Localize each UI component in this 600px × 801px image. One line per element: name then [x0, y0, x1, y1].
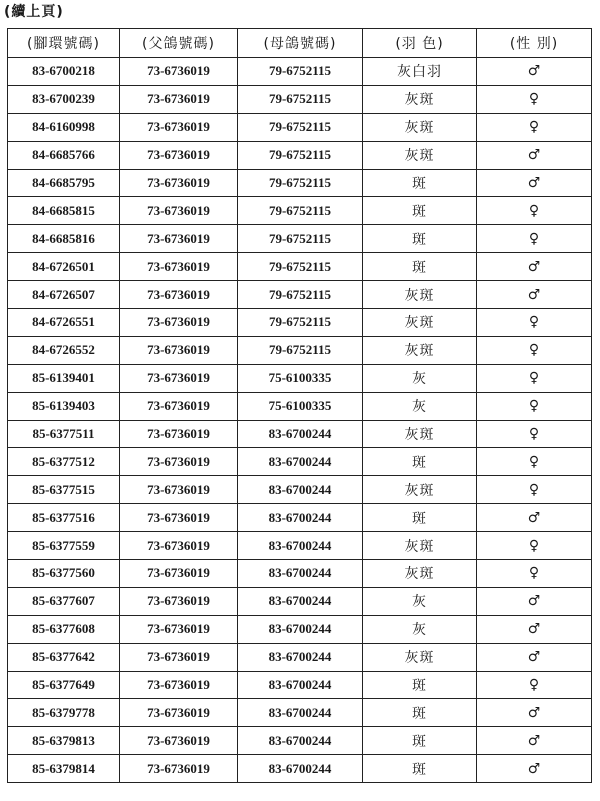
- ring-number-cell: 85-6377642: [8, 643, 120, 671]
- header-ring-number: (腳環號碼): [8, 29, 120, 58]
- feather-color-cell: 灰: [363, 364, 477, 392]
- ring-number-cell: 85-6379814: [8, 755, 120, 783]
- sex-cell: ♀: [477, 85, 592, 113]
- table-row: [8, 141, 592, 169]
- dam-number-cell: 83-6700244: [238, 671, 363, 699]
- table-header-row: [8, 29, 592, 58]
- sire-number-cell: 73-6736019: [120, 504, 238, 532]
- dam-number-cell: 83-6700244: [238, 587, 363, 615]
- sire-number-cell: 73-6736019: [120, 281, 238, 309]
- ring-number-cell: 85-6377560: [8, 560, 120, 588]
- table-row: [8, 169, 592, 197]
- table-row: [8, 113, 592, 141]
- feather-color-cell: 灰白羽: [363, 58, 477, 86]
- feather-color-cell: 灰: [363, 587, 477, 615]
- ring-number-cell: 84-6726552: [8, 336, 120, 364]
- ring-number-cell: 85-6379778: [8, 699, 120, 727]
- ring-number-cell: 84-6685816: [8, 225, 120, 253]
- dam-number-cell: 83-6700244: [238, 420, 363, 448]
- dam-number-cell: 79-6752115: [238, 141, 363, 169]
- ring-number-cell: 84-6160998: [8, 113, 120, 141]
- sire-number-cell: 73-6736019: [120, 643, 238, 671]
- feather-color-cell: 斑: [363, 448, 477, 476]
- table-row: [8, 587, 592, 615]
- feather-color-cell: 斑: [363, 225, 477, 253]
- sex-cell: ♀: [477, 225, 592, 253]
- dam-number-cell: 79-6752115: [238, 281, 363, 309]
- table-row: [8, 58, 592, 86]
- sire-number-cell: 73-6736019: [120, 615, 238, 643]
- dam-number-cell: 79-6752115: [238, 197, 363, 225]
- header-sex: (性 別): [477, 29, 592, 58]
- dam-number-cell: 75-6100335: [238, 364, 363, 392]
- sex-cell: ♀: [477, 671, 592, 699]
- sex-cell: ♂: [477, 643, 592, 671]
- sire-number-cell: 73-6736019: [120, 58, 238, 86]
- ring-number-cell: 85-6377559: [8, 532, 120, 560]
- sire-number-cell: 73-6736019: [120, 448, 238, 476]
- ring-number-cell: 85-6377608: [8, 615, 120, 643]
- sire-number-cell: 73-6736019: [120, 587, 238, 615]
- continued-label: (續上頁): [4, 4, 64, 20]
- feather-color-cell: 斑: [363, 197, 477, 225]
- sex-cell: ♀: [477, 476, 592, 504]
- dam-number-cell: 83-6700244: [238, 532, 363, 560]
- feather-color-cell: 灰斑: [363, 643, 477, 671]
- ring-number-cell: 85-6377516: [8, 504, 120, 532]
- table-row: [8, 309, 592, 337]
- sex-cell: ♂: [477, 587, 592, 615]
- dam-number-cell: 79-6752115: [238, 309, 363, 337]
- table-row: [8, 671, 592, 699]
- table-row: [8, 532, 592, 560]
- table-row: [8, 615, 592, 643]
- sex-cell: ♂: [477, 169, 592, 197]
- ring-number-cell: 84-6726507: [8, 281, 120, 309]
- feather-color-cell: 斑: [363, 727, 477, 755]
- table-row: [8, 197, 592, 225]
- feather-color-cell: 灰斑: [363, 85, 477, 113]
- sex-cell: ♀: [477, 532, 592, 560]
- sire-number-cell: 73-6736019: [120, 364, 238, 392]
- header-feather-color: (羽 色): [363, 29, 477, 58]
- feather-color-cell: 灰斑: [363, 309, 477, 337]
- table-row: [8, 420, 592, 448]
- dam-number-cell: 79-6752115: [238, 336, 363, 364]
- sire-number-cell: 73-6736019: [120, 420, 238, 448]
- sire-number-cell: 73-6736019: [120, 169, 238, 197]
- sire-number-cell: 73-6736019: [120, 85, 238, 113]
- ring-number-cell: 85-6139401: [8, 364, 120, 392]
- table-row: [8, 448, 592, 476]
- dam-number-cell: 83-6700244: [238, 504, 363, 532]
- ring-number-cell: 84-6685815: [8, 197, 120, 225]
- sire-number-cell: 73-6736019: [120, 225, 238, 253]
- sex-cell: ♂: [477, 699, 592, 727]
- sire-number-cell: 73-6736019: [120, 141, 238, 169]
- feather-color-cell: 斑: [363, 504, 477, 532]
- ring-number-cell: 85-6377649: [8, 671, 120, 699]
- sire-number-cell: 73-6736019: [120, 727, 238, 755]
- table-row: [8, 643, 592, 671]
- feather-color-cell: 灰斑: [363, 141, 477, 169]
- dam-number-cell: 79-6752115: [238, 225, 363, 253]
- dam-number-cell: 79-6752115: [238, 113, 363, 141]
- feather-color-cell: 斑: [363, 169, 477, 197]
- ring-number-cell: 85-6139403: [8, 392, 120, 420]
- ring-number-cell: 85-6377515: [8, 476, 120, 504]
- sex-cell: ♀: [477, 560, 592, 588]
- table-body: [8, 58, 592, 783]
- sex-cell: ♀: [477, 309, 592, 337]
- dam-number-cell: 83-6700244: [238, 727, 363, 755]
- sex-cell: ♀: [477, 448, 592, 476]
- sire-number-cell: 73-6736019: [120, 336, 238, 364]
- sire-number-cell: 73-6736019: [120, 197, 238, 225]
- feather-color-cell: 斑: [363, 253, 477, 281]
- feather-color-cell: 灰: [363, 615, 477, 643]
- dam-number-cell: 83-6700244: [238, 615, 363, 643]
- dam-number-cell: 79-6752115: [238, 85, 363, 113]
- table-row: [8, 727, 592, 755]
- sire-number-cell: 73-6736019: [120, 392, 238, 420]
- header-sire-number: (父鴿號碼): [120, 29, 238, 58]
- table-row: [8, 253, 592, 281]
- table-row: [8, 699, 592, 727]
- sex-cell: ♀: [477, 197, 592, 225]
- sex-cell: ♀: [477, 113, 592, 141]
- sex-cell: ♂: [477, 504, 592, 532]
- dam-number-cell: 83-6700244: [238, 560, 363, 588]
- feather-color-cell: 灰斑: [363, 560, 477, 588]
- sex-cell: ♂: [477, 727, 592, 755]
- ring-number-cell: 84-6726501: [8, 253, 120, 281]
- feather-color-cell: 灰斑: [363, 532, 477, 560]
- sex-cell: ♀: [477, 392, 592, 420]
- ring-number-cell: 85-6377511: [8, 420, 120, 448]
- sex-cell: ♂: [477, 58, 592, 86]
- sex-cell: ♂: [477, 281, 592, 309]
- sire-number-cell: 73-6736019: [120, 699, 238, 727]
- sire-number-cell: 73-6736019: [120, 560, 238, 588]
- sex-cell: ♀: [477, 336, 592, 364]
- sire-number-cell: 73-6736019: [120, 532, 238, 560]
- dam-number-cell: 83-6700244: [238, 448, 363, 476]
- dam-number-cell: 83-6700244: [238, 643, 363, 671]
- ring-number-cell: 85-6379813: [8, 727, 120, 755]
- feather-color-cell: 灰斑: [363, 113, 477, 141]
- header-dam-number: (母鴿號碼): [238, 29, 363, 58]
- feather-color-cell: 斑: [363, 755, 477, 783]
- feather-color-cell: 灰斑: [363, 420, 477, 448]
- sire-number-cell: 73-6736019: [120, 113, 238, 141]
- dam-number-cell: 75-6100335: [238, 392, 363, 420]
- ring-number-cell: 85-6377512: [8, 448, 120, 476]
- table-row: [8, 336, 592, 364]
- feather-color-cell: 斑: [363, 671, 477, 699]
- ring-number-cell: 83-6700218: [8, 58, 120, 86]
- table-row: [8, 560, 592, 588]
- table-row: [8, 504, 592, 532]
- sire-number-cell: 73-6736019: [120, 755, 238, 783]
- table-row: [8, 755, 592, 783]
- sire-number-cell: 73-6736019: [120, 476, 238, 504]
- dam-number-cell: 83-6700244: [238, 755, 363, 783]
- sex-cell: ♂: [477, 755, 592, 783]
- pedigree-table: [7, 28, 592, 783]
- feather-color-cell: 灰斑: [363, 476, 477, 504]
- table-row: [8, 364, 592, 392]
- dam-number-cell: 83-6700244: [238, 699, 363, 727]
- sire-number-cell: 73-6736019: [120, 309, 238, 337]
- sire-number-cell: 73-6736019: [120, 671, 238, 699]
- ring-number-cell: 84-6685766: [8, 141, 120, 169]
- feather-color-cell: 灰斑: [363, 281, 477, 309]
- dam-number-cell: 79-6752115: [238, 58, 363, 86]
- feather-color-cell: 灰: [363, 392, 477, 420]
- table-row: [8, 225, 592, 253]
- feather-color-cell: 灰斑: [363, 336, 477, 364]
- feather-color-cell: 斑: [363, 699, 477, 727]
- table-row: [8, 476, 592, 504]
- sex-cell: ♀: [477, 420, 592, 448]
- table-row: [8, 281, 592, 309]
- sex-cell: ♂: [477, 253, 592, 281]
- sex-cell: ♂: [477, 141, 592, 169]
- table-row: [8, 85, 592, 113]
- sex-cell: ♂: [477, 615, 592, 643]
- dam-number-cell: 79-6752115: [238, 169, 363, 197]
- sex-cell: ♀: [477, 364, 592, 392]
- ring-number-cell: 85-6377607: [8, 587, 120, 615]
- ring-number-cell: 84-6685795: [8, 169, 120, 197]
- dam-number-cell: 83-6700244: [238, 476, 363, 504]
- ring-number-cell: 84-6726551: [8, 309, 120, 337]
- dam-number-cell: 79-6752115: [238, 253, 363, 281]
- ring-number-cell: 83-6700239: [8, 85, 120, 113]
- sire-number-cell: 73-6736019: [120, 253, 238, 281]
- table-row: [8, 392, 592, 420]
